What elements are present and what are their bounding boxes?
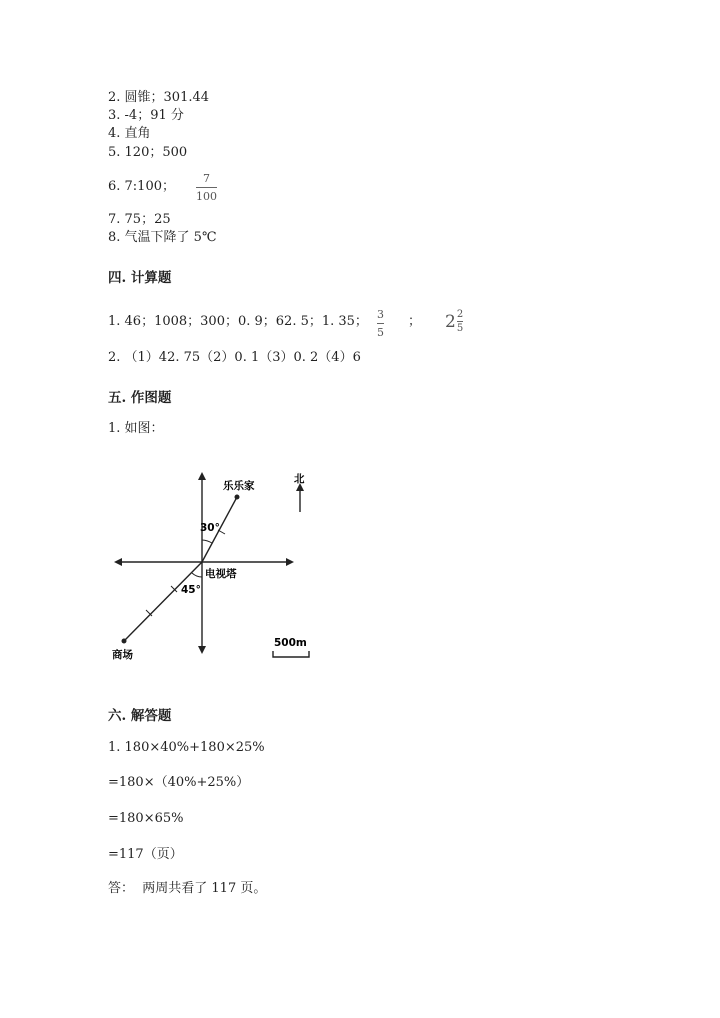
label-angle-30: 30° <box>200 522 220 534</box>
fraction-numerator: 2 <box>456 309 464 320</box>
arrow-right-icon <box>286 558 294 566</box>
section-heading-calculation: 四. 计算题 <box>108 270 172 286</box>
line-to-mall <box>124 562 202 641</box>
mall-point <box>122 639 127 644</box>
scale-bar <box>273 651 309 657</box>
label-mall: 商场 <box>112 649 133 661</box>
arrow-down-icon <box>198 646 206 654</box>
drawing-answer-line-1: 1. 如图： <box>108 421 164 436</box>
calc-answer-line-2: 2. （1）42. 75（2）0. 1（3）0. 2（4）6 <box>108 350 361 365</box>
fraction-numerator: 7 <box>203 172 210 185</box>
label-north: 北 <box>294 473 305 485</box>
answer-line-6: 6. 7:100； <box>108 179 175 194</box>
mixed-whole: 2 <box>445 311 456 332</box>
arrow-up-icon <box>198 472 206 480</box>
fraction-denominator: 5 <box>377 326 384 339</box>
label-scale: 500m <box>274 637 307 649</box>
answer-line-8: 8. 气温下降了 5℃ <box>108 230 217 245</box>
solution-line-3: =180×65% <box>108 811 184 826</box>
solution-line-4: =117（页） <box>108 847 183 862</box>
solution-answer: 答： 两周共看了 117 页。 <box>108 881 267 896</box>
arrow-left-icon <box>114 558 122 566</box>
label-lele-home: 乐乐家 <box>223 480 255 492</box>
answer-line-7: 7. 75；25 <box>108 212 171 227</box>
answer-line-4: 4. 直角 <box>108 126 151 141</box>
solution-line-2: =180×（40%+25%） <box>108 775 250 790</box>
fraction-numerator: 3 <box>377 308 384 321</box>
section-heading-drawing: 五. 作图题 <box>108 390 172 406</box>
label-angle-45: 45° <box>181 584 201 596</box>
lele-home-point <box>235 495 240 500</box>
section-heading-solution: 六. 解答题 <box>108 708 172 724</box>
fraction-denominator: 100 <box>196 190 217 203</box>
angle-arc-45 <box>192 573 202 577</box>
angle-arc-30 <box>202 540 212 543</box>
solution-line-1: 1. 180×40%+180×25% <box>108 740 265 755</box>
answer-line-5: 5. 120；500 <box>108 145 188 160</box>
answer-line-2: 2. 圆锥；301.44 <box>108 90 210 105</box>
label-tv-tower: 电视塔 <box>205 568 237 580</box>
answer-line-3: 3. -4；91 分 <box>108 108 184 123</box>
calc-separator: ； <box>408 314 422 329</box>
calc-answer-line-1: 1. 46；1008；300；0. 9；62. 5；1. 35； <box>108 314 368 329</box>
fraction-denominator: 5 <box>456 323 464 334</box>
